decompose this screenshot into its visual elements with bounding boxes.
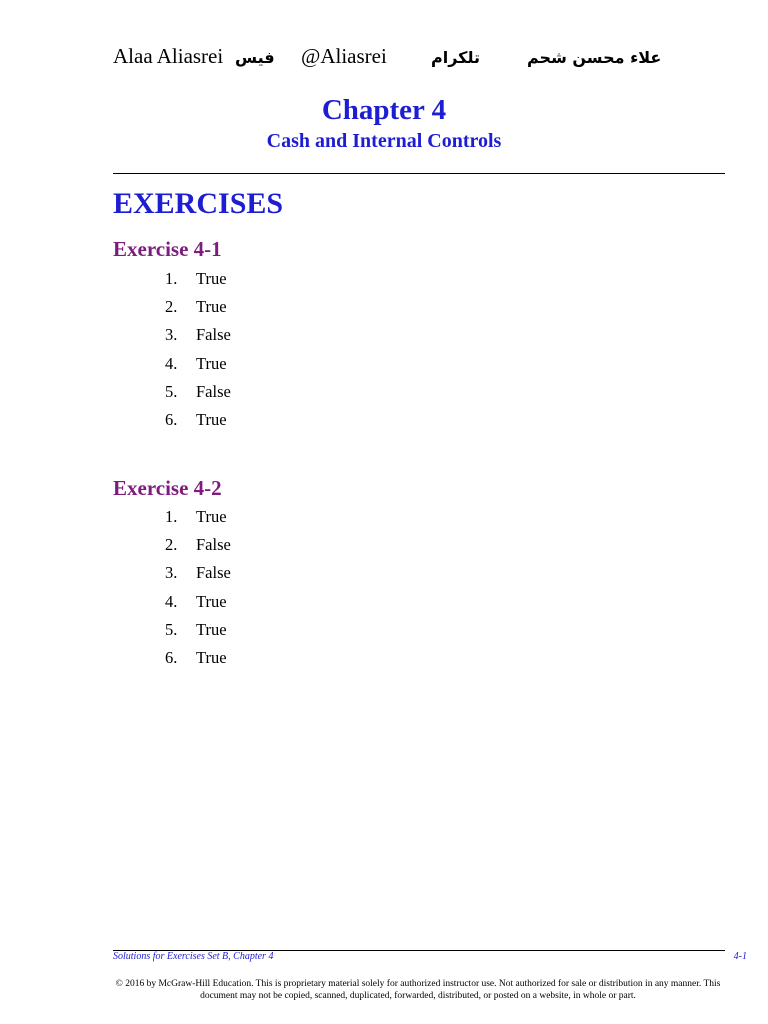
- list-item: [165, 354, 231, 382]
- list-item: [165, 620, 231, 648]
- section-title: EXERCISES: [113, 187, 284, 220]
- item-number: 6.: [165, 647, 178, 667]
- item-number: 4.: [165, 591, 178, 611]
- item-number: 2.: [165, 535, 178, 555]
- list-item: [165, 269, 231, 297]
- item-answer: True: [196, 619, 227, 639]
- list-item: [165, 592, 231, 620]
- list-item: [165, 410, 231, 438]
- item-answer: False: [196, 325, 231, 345]
- item-answer: True: [196, 507, 227, 526]
- item-answer: True: [196, 591, 227, 611]
- item-answer: True: [196, 269, 227, 288]
- item-answer: False: [196, 535, 231, 555]
- exercise-heading: Exercise 4-2: [113, 476, 222, 500]
- page-number: 4-1: [733, 951, 747, 962]
- item-number: 3.: [165, 563, 178, 583]
- item-number: 1.: [165, 269, 178, 288]
- author-header: [113, 44, 673, 76]
- list-item: [165, 535, 231, 563]
- item-number: 4.: [165, 353, 178, 373]
- copyright-notice: © 2016 by McGraw-Hill Education. This is proprietary material solely for authorized instructor use. Not authorized for sale or distribution in any manner. This document may not be copied, scanned, duplicated, forwarded, distributed, or posted on a website, in whole or part.: [115, 979, 721, 1001]
- item-number: 6.: [165, 409, 178, 429]
- header-divider: [113, 173, 725, 174]
- footer-source: Solutions for Exercises Set B, Chapter 4: [113, 951, 274, 962]
- list-item: [165, 325, 231, 353]
- item-answer: True: [196, 409, 227, 429]
- list-item: [165, 382, 231, 410]
- item-answer: False: [196, 381, 231, 401]
- item-number: 1.: [165, 507, 178, 526]
- author-name-en: Alaa Aliasrei: [113, 44, 224, 68]
- chapter-subtitle: Cash and Internal Controls: [266, 130, 502, 152]
- item-answer: True: [196, 297, 227, 317]
- item-number: 5.: [165, 619, 178, 639]
- list-item: [165, 563, 231, 591]
- author-name-ar: علاء محسن شحم: [527, 48, 662, 67]
- item-answer: False: [196, 563, 231, 583]
- item-number: 2.: [165, 297, 178, 317]
- author-handle: @Aliasrei: [301, 44, 387, 68]
- telegram-label-ar: تلكرام: [431, 48, 481, 67]
- list-item: [165, 297, 231, 325]
- list-item: [165, 648, 231, 676]
- item-number: 5.: [165, 381, 178, 401]
- item-answer: True: [196, 353, 227, 373]
- answer-list: [165, 507, 231, 676]
- chapter-title: Chapter 4: [321, 94, 447, 126]
- item-number: 3.: [165, 325, 178, 345]
- exercise-heading: Exercise 4-1: [113, 237, 222, 261]
- answer-list: [165, 269, 231, 438]
- facebook-label-ar: فيس: [235, 48, 275, 67]
- item-answer: True: [196, 647, 227, 667]
- list-item: [165, 507, 231, 535]
